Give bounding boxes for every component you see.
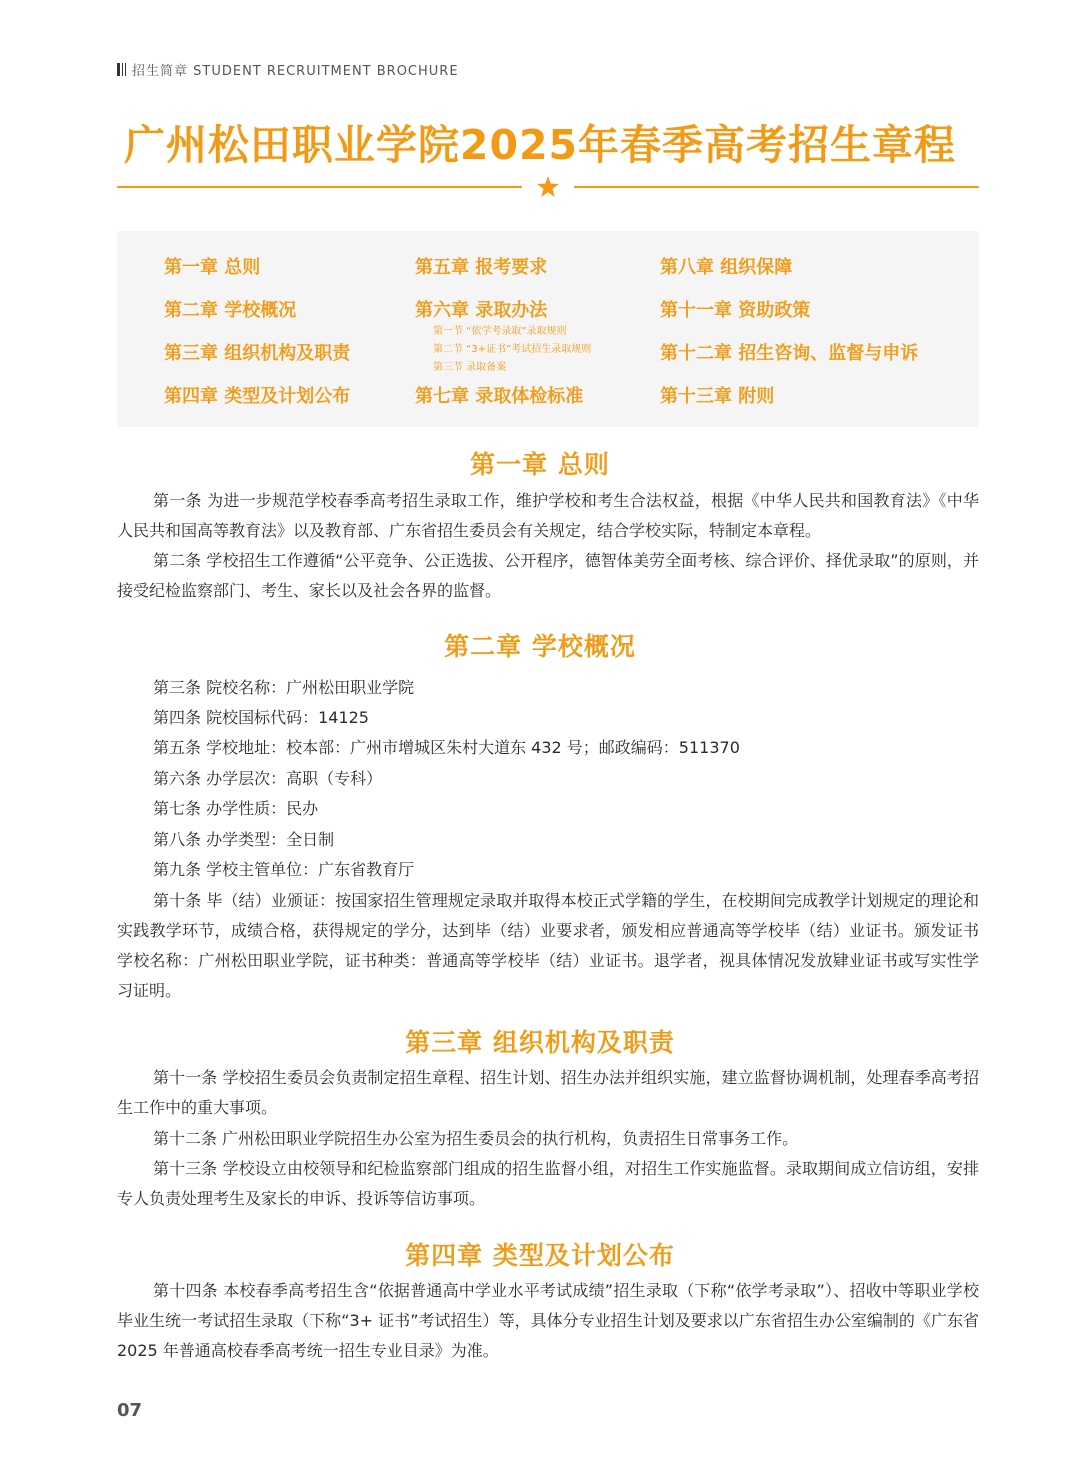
page-title: 广州松田职业学院2025年春季高考招生章程 bbox=[123, 121, 957, 169]
bars-icon bbox=[117, 63, 126, 76]
toc-item[interactable]: 第一章 总则 bbox=[164, 257, 261, 278]
chapter-heading: 第三章 组织机构及职责 bbox=[405, 1028, 675, 1057]
article-line: 第六条 办学层次：高职（专科） bbox=[153, 769, 383, 788]
toc-item[interactable]: 第十一章 资助政策 bbox=[660, 300, 811, 321]
article-line: 第八条 办学类型：全日制 bbox=[153, 830, 335, 849]
toc-item[interactable]: 第八章 组织保障 bbox=[660, 257, 793, 278]
article-paragraph: 第十二条 广州松田职业学院招生办公室为招生委员会的执行机构，负责招生日常事务工作。 bbox=[153, 1129, 799, 1148]
title-divider bbox=[117, 176, 979, 200]
article-line: 第三条 院校名称：广州松田职业学院 bbox=[153, 678, 415, 697]
page-number: 07 bbox=[117, 1400, 143, 1421]
toc-item[interactable]: 第五章 报考要求 bbox=[415, 257, 548, 278]
chapter-heading: 第一章 总则 bbox=[470, 450, 610, 479]
star-icon bbox=[536, 176, 560, 198]
toc-item[interactable]: 第二章 学校概况 bbox=[164, 300, 297, 321]
brochure-tag-text: 招生简章 STUDENT RECRUITMENT BROCHURE bbox=[132, 64, 459, 79]
chapter-heading: 第二章 学校概况 bbox=[444, 632, 636, 661]
toc-subitem[interactable]: 第三节 录取备案 bbox=[433, 362, 507, 373]
toc-item[interactable]: 第三章 组织机构及职责 bbox=[164, 343, 351, 364]
table-of-contents bbox=[117, 231, 979, 427]
toc-item[interactable]: 第六章 录取办法 bbox=[415, 300, 548, 321]
article-paragraph: 第二条 学校招生工作遵循“公平竞争、公正选拔、公开程序，德智体美劳全面考核、综合评价、择优录取”的原则，并接受纪检监察部门、考生、家长以及社会各界的监督。 bbox=[117, 551, 979, 600]
article-paragraph: 第十四条 本校春季高考招生含“依据普通高中学业水平考试成绩”招生录取（下称“依学考录取”）、招收中等职业学校毕业生统一考试招生录取（下称“3+ 证书”考试招生）等，具体分专业招生计划及要求以广东省招生办公室编制的《广东省 2025 年普通高校春季高考统一招生专业目录》为准。 bbox=[117, 1281, 979, 1360]
toc-subitem[interactable]: 第一节 “依学考录取”录取规则 bbox=[433, 326, 567, 337]
article-line: 第四条 院校国标代码：14125 bbox=[153, 708, 369, 727]
article-line: 第九条 学校主管单位：广东省教育厅 bbox=[153, 860, 415, 879]
toc-item[interactable]: 第七章 录取体检标准 bbox=[415, 386, 584, 407]
article-paragraph: 第十三条 学校设立由校领导和纪检监察部门组成的招生监督小组，对招生工作实施监督。录取期间成立信访组，安排专人负责处理考生及家长的申诉、投诉等信访事项。 bbox=[117, 1159, 979, 1208]
article-paragraph: 第一条 为进一步规范学校春季高考招生录取工作，维护学校和考生合法权益，根据《中华人民共和国教育法》《中华人民共和国高等教育法》以及教育部、广东省招生委员会有关规定，结合学校实际，特制定本章程。 bbox=[117, 491, 979, 540]
article-paragraph: 第十一条 学校招生委员会负责制定招生章程、招生计划、招生办法并组织实施，建立监督协调机制，处理春季高考招生工作中的重大事项。 bbox=[117, 1068, 979, 1117]
toc-item[interactable]: 第十二章 招生咨询、监督与申诉 bbox=[660, 343, 919, 364]
article-paragraph: 第十条 毕（结）业颁证：按国家招生管理规定录取并取得本校正式学籍的学生，在校期间完成教学计划规定的理论和实践教学环节，成绩合格，获得规定的学分，达到毕（结）业要求者，颁发相应普通高等学校毕（结）业证书。颁发证书学校名称：广州松田职业学院，证书种类：普通高等学校毕（结）业证书。退学者，视具体情况发放肄业证书或写实性学习证明。 bbox=[117, 891, 979, 1000]
article-line: 第七条 办学性质：民办 bbox=[153, 799, 319, 818]
article-line: 第五条 学校地址：校本部：广州市增城区朱村大道东 432 号；邮政编码：511370 bbox=[153, 738, 740, 757]
toc-subitem[interactable]: 第二节 “3+证书”考试招生录取规则 bbox=[433, 344, 592, 355]
chapter-heading: 第四章 类型及计划公布 bbox=[405, 1241, 675, 1270]
brochure-tag bbox=[117, 60, 459, 79]
toc-item[interactable]: 第十三章 附则 bbox=[660, 386, 775, 407]
toc-item[interactable]: 第四章 类型及计划公布 bbox=[164, 386, 351, 407]
